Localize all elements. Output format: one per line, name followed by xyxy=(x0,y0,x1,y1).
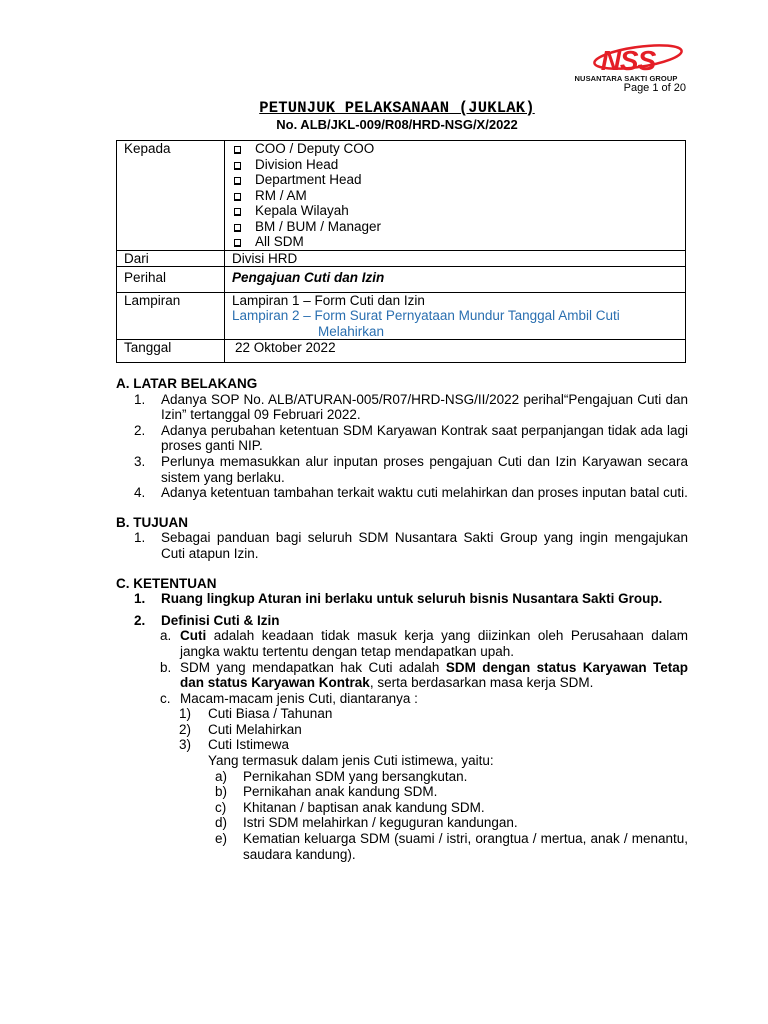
special-leave-item: d) Istri SDM melahirkan / keguguran kandungan. xyxy=(215,815,518,831)
section-heading: B. TUJUAN xyxy=(116,514,189,530)
section-heading: C. KETENTUAN xyxy=(116,575,217,591)
section-heading: A. LATAR BELAKANG xyxy=(116,376,258,391)
checkbox-bullet-icon xyxy=(234,146,241,154)
checkbox-bullet-icon xyxy=(234,177,241,185)
document-body xyxy=(116,376,688,862)
sub-item: a. Cuti adalah keadaan tidak masuk kerja yang diizinkan oleh Perusahaan dalam jangka waktu tertentu dengan tetap mendapatkan upah. xyxy=(160,628,688,659)
list-item: 2. Definisi Cuti & Izin xyxy=(134,612,280,628)
checkbox-bullet-icon xyxy=(234,162,241,170)
svg-text:NSS: NSS xyxy=(600,45,656,74)
recipient-list xyxy=(232,141,685,250)
memo-recipients xyxy=(225,141,686,251)
attachment-2: Lampiran 2 – Form Surat Pernyataan Mundur Tanggal Ambil Cuti xyxy=(232,308,620,323)
attachment-2-cont: Melahirkan xyxy=(318,323,385,339)
list-item: 3. Perlunya memasukkan alur inputan proses pengajuan Cuti dan Izin Karyawan secara sistem yang berlaku. xyxy=(134,453,688,485)
nss-logo-mark xyxy=(566,44,686,74)
special-leave-item: b) Pernikahan anak kandung SDM. xyxy=(215,784,438,800)
sub-item: c. Macam-macam jenis Cuti, diantaranya : xyxy=(160,690,418,706)
page-number: Page 1 of 20 xyxy=(623,82,686,94)
sub-item: b. SDM yang mendapatkan hak Cuti adalah SDM dengan status Karyawan Tetap dan status Karyawan Kontrak, serta berdasarkan masa kerja SDM. xyxy=(160,659,688,691)
memo-label: Lampiran xyxy=(117,292,225,340)
recipient-item: Kepala Wilayah xyxy=(232,203,685,219)
checkbox-bullet-icon xyxy=(234,208,241,216)
memo-header-table xyxy=(116,140,686,363)
checkbox-bullet-icon xyxy=(234,224,241,232)
memo-row-lampiran xyxy=(117,292,686,340)
recipient-item: All SDM xyxy=(232,234,685,250)
logo-text: NUSANTARA SAKTI GROUP xyxy=(574,74,678,83)
memo-row-dari xyxy=(117,250,686,267)
recipient-item: RM / AM xyxy=(232,188,685,204)
memo-label: Kepada xyxy=(117,141,225,251)
leave-type-item: 3) Cuti Istimewa xyxy=(179,737,290,753)
list-item: 1. Ruang lingkup Aturan ini berlaku untuk seluruh bisnis Nusantara Sakti Group. xyxy=(134,591,663,607)
recipient-item: Division Head xyxy=(232,157,685,173)
memo-label: Dari xyxy=(117,250,225,267)
list-item: 1. Adanya SOP No. ALB/ATURAN-005/R07/HRD-NSG/II/2022 perihal“Pengajuan Cuti dan Izin” tertanggal 09 Februari 2022. xyxy=(134,391,688,423)
checkbox-bullet-icon xyxy=(234,239,241,247)
special-leave-item: a) Pernikahan SDM yang bersangkutan. xyxy=(215,768,468,784)
list-item: 4. Adanya ketentuan tambahan terkait waktu cuti melahirkan dan proses inputan batal cuti. xyxy=(134,485,688,501)
special-leave-item: c) Khitanan / baptisan anak kandung SDM. xyxy=(215,799,485,815)
document-title: PETUNJUK PELAKSANAAN (JUKLAK) xyxy=(259,99,535,117)
recipient-item: COO / Deputy COO xyxy=(232,141,685,157)
company-logo xyxy=(566,44,686,84)
leave-type-item: 2) Cuti Melahirkan xyxy=(179,721,302,737)
memo-row-perihal xyxy=(117,267,686,293)
memo-value: Divisi HRD xyxy=(225,250,686,267)
memo-label: Tanggal xyxy=(117,340,225,363)
memo-row-tanggal xyxy=(117,340,686,363)
memo-date: 22 Oktober 2022 xyxy=(225,340,686,363)
memo-row-kepada xyxy=(117,141,686,251)
memo-label: Perihal xyxy=(117,267,225,293)
special-leave-intro: Yang termasuk dalam jenis Cuti istimewa, yaitu: xyxy=(208,753,494,769)
list-item: 1. Sebagai panduan bagi seluruh SDM Nusantara Sakti Group yang ingin mengajukan Cuti atapun Izin. xyxy=(134,530,688,561)
document-number: No. ALB/JKL-009/R08/HRD-NSG/X/2022 xyxy=(276,117,518,132)
memo-attachments xyxy=(225,292,686,340)
special-leave-item: e) Kematian keluarga SDM (suami / istri, orangtua / mertua, anak / menantu, saudara kandung). xyxy=(215,831,688,862)
recipient-item: Department Head xyxy=(232,172,685,188)
checkbox-bullet-icon xyxy=(234,193,241,201)
recipient-item: BM / BUM / Manager xyxy=(232,219,685,235)
leave-type-item: 1) Cuti Biasa / Tahunan xyxy=(179,706,333,722)
list-item: 2. Adanya perubahan ketentuan SDM Karyawan Kontrak saat perpanjangan tidak ada lagi proses ganti NIP. xyxy=(134,422,688,454)
attachment-1: Lampiran 1 – Form Cuti dan Izin xyxy=(232,292,425,308)
memo-subject: Pengajuan Cuti dan Izin xyxy=(225,267,686,293)
